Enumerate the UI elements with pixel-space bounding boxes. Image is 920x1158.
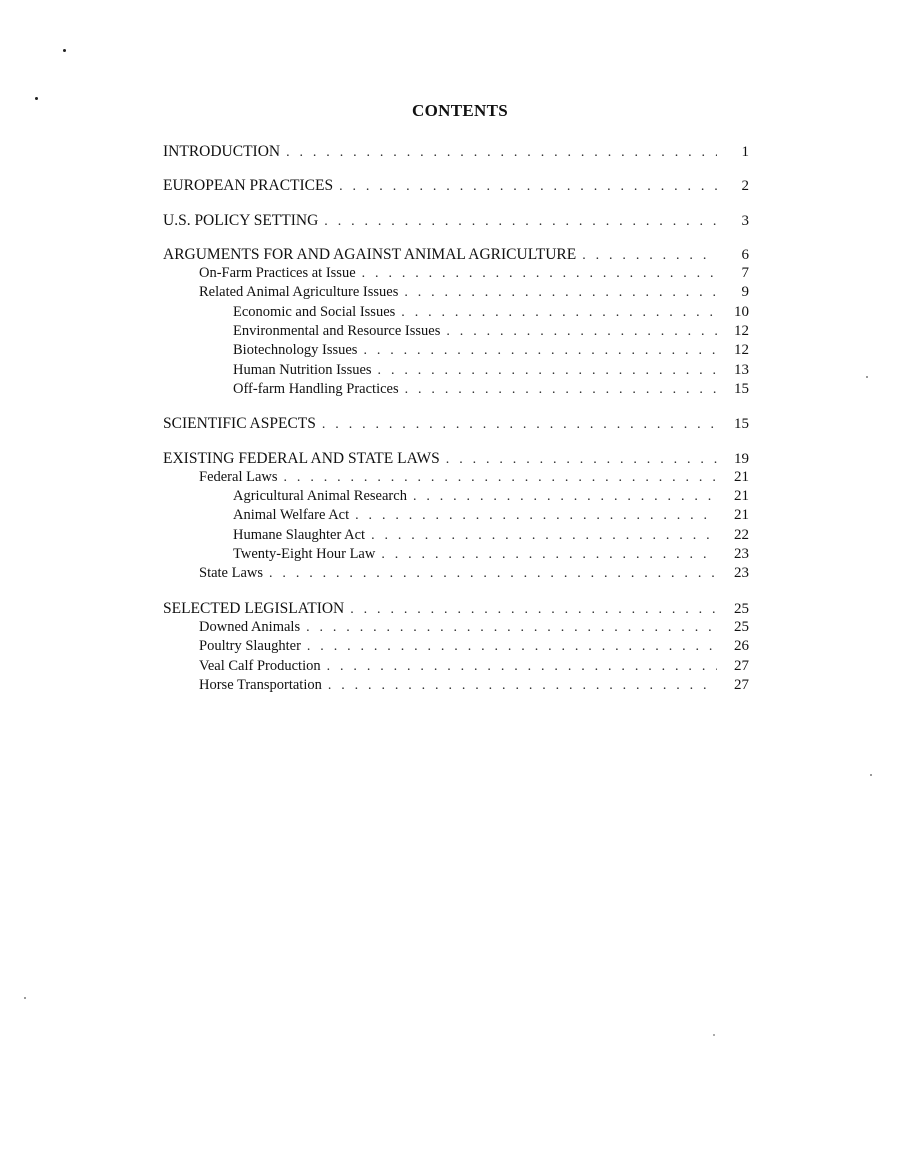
toc-section bbox=[163, 449, 749, 584]
scan-speck bbox=[24, 997, 26, 999]
toc-entry-page-number: 27 bbox=[734, 676, 749, 693]
dot-leader bbox=[446, 322, 717, 341]
toc-entry-page-number: 25 bbox=[734, 618, 749, 635]
dot-leader bbox=[363, 341, 717, 360]
dot-leader bbox=[322, 415, 717, 434]
toc-entry bbox=[163, 361, 749, 380]
toc-entry bbox=[163, 414, 749, 433]
toc-entry-label: Environmental and Resource Issues bbox=[233, 323, 441, 340]
table-of-contents bbox=[163, 142, 749, 710]
toc-entry-page-number: 6 bbox=[741, 246, 749, 263]
toc-entry-label: Humane Slaughter Act bbox=[233, 526, 366, 543]
toc-entry-page-number: 9 bbox=[741, 284, 749, 301]
toc-entry bbox=[163, 599, 749, 618]
toc-section bbox=[163, 599, 749, 695]
toc-section bbox=[163, 414, 749, 433]
scan-speck bbox=[63, 49, 66, 52]
toc-entry-page-number: 21 bbox=[734, 488, 749, 505]
toc-entry bbox=[163, 468, 749, 487]
dot-leader bbox=[362, 264, 717, 283]
toc-entry-label: State Laws bbox=[199, 565, 264, 582]
toc-entry-label: SCIENTIFIC ASPECTS bbox=[163, 415, 316, 433]
toc-entry-page-number: 7 bbox=[741, 265, 749, 282]
toc-entry-page-number: 12 bbox=[734, 342, 749, 359]
dot-leader bbox=[446, 450, 717, 469]
scan-speck bbox=[35, 97, 38, 100]
toc-entry bbox=[163, 676, 749, 695]
toc-entry-label: Horse Transportation bbox=[199, 676, 322, 693]
toc-entry-page-number: 2 bbox=[741, 178, 749, 195]
dot-leader bbox=[405, 380, 717, 399]
dot-leader bbox=[378, 361, 717, 380]
scan-speck bbox=[870, 774, 872, 776]
toc-entry bbox=[163, 211, 749, 230]
toc-entry-label: SELECTED LEGISLATION bbox=[163, 599, 345, 617]
toc-entry bbox=[163, 303, 749, 322]
toc-entry-label: On-Farm Practices at Issue bbox=[199, 265, 356, 282]
toc-entry-label: Biotechnology Issues bbox=[233, 342, 358, 359]
toc-entry-label: INTRODUCTION bbox=[163, 143, 281, 160]
toc-entry-page-number: 12 bbox=[734, 323, 749, 340]
toc-entry-page-number: 25 bbox=[734, 600, 749, 617]
dot-leader bbox=[339, 177, 717, 196]
toc-entry-label: Downed Animals bbox=[199, 618, 301, 635]
toc-entry bbox=[163, 637, 749, 656]
toc-entry bbox=[163, 545, 749, 564]
toc-entry bbox=[163, 564, 749, 583]
dot-leader bbox=[350, 600, 717, 619]
dot-leader bbox=[284, 468, 717, 487]
toc-entry bbox=[163, 245, 749, 264]
toc-entry-page-number: 13 bbox=[734, 361, 749, 378]
dot-leader bbox=[582, 246, 717, 265]
dot-leader bbox=[327, 657, 717, 676]
toc-entry-page-number: 15 bbox=[734, 416, 749, 433]
scan-speck bbox=[866, 376, 868, 378]
toc-entry-label: Economic and Social Issues bbox=[233, 303, 396, 320]
toc-entry bbox=[163, 506, 749, 525]
toc-entry-page-number: 19 bbox=[734, 450, 749, 467]
page-title: CONTENTS bbox=[412, 101, 508, 120]
toc-entry-label: ARGUMENTS FOR AND AGAINST ANIMAL AGRICULTURE bbox=[163, 245, 577, 263]
toc-entry bbox=[163, 322, 749, 341]
toc-entry-label: Veal Calf Production bbox=[199, 657, 321, 674]
dot-leader bbox=[269, 564, 717, 583]
dot-leader bbox=[324, 212, 717, 231]
toc-entry bbox=[163, 283, 749, 302]
dot-leader bbox=[401, 303, 717, 322]
dot-leader bbox=[328, 676, 717, 695]
toc-entry-label: U.S. POLICY SETTING bbox=[163, 211, 319, 229]
toc-entry-page-number: 23 bbox=[734, 546, 749, 563]
toc-entry-label: Twenty-Eight Hour Law bbox=[233, 546, 376, 563]
toc-entry-label: Agricultural Animal Research bbox=[233, 488, 407, 505]
toc-entry-label: Animal Welfare Act bbox=[233, 507, 350, 524]
dot-leader bbox=[307, 637, 717, 656]
dot-leader bbox=[404, 283, 717, 302]
dot-leader bbox=[355, 506, 717, 525]
toc-entry bbox=[163, 449, 749, 468]
toc-entry-label: Poultry Slaughter bbox=[199, 638, 301, 655]
toc-entry bbox=[163, 142, 749, 161]
toc-entry-page-number: 21 bbox=[734, 468, 749, 485]
toc-entry-page-number: 22 bbox=[734, 526, 749, 543]
toc-entry bbox=[163, 487, 749, 506]
toc-entry-page-number: 3 bbox=[741, 212, 749, 229]
toc-entry bbox=[163, 176, 749, 195]
toc-entry bbox=[163, 657, 749, 676]
toc-entry-page-number: 10 bbox=[734, 303, 749, 320]
toc-entry-page-number: 26 bbox=[734, 638, 749, 655]
toc-entry bbox=[163, 526, 749, 545]
toc-section bbox=[163, 142, 749, 161]
dot-leader bbox=[413, 487, 717, 506]
toc-entry bbox=[163, 341, 749, 360]
scan-speck bbox=[713, 1034, 715, 1036]
toc-entry-label: Human Nutrition Issues bbox=[233, 361, 372, 378]
toc-entry bbox=[163, 618, 749, 637]
toc-entry-page-number: 27 bbox=[734, 657, 749, 674]
toc-entry-label: Federal Laws bbox=[199, 468, 278, 485]
dot-leader bbox=[286, 143, 717, 162]
dot-leader bbox=[381, 545, 717, 564]
dot-leader bbox=[306, 618, 717, 637]
toc-entry-page-number: 15 bbox=[734, 380, 749, 397]
toc-entry-label: Related Animal Agriculture Issues bbox=[199, 284, 399, 301]
toc-entry-label: EXISTING FEDERAL AND STATE LAWS bbox=[163, 449, 440, 467]
toc-section bbox=[163, 176, 749, 195]
toc-entry-page-number: 23 bbox=[734, 565, 749, 582]
toc-section bbox=[163, 211, 749, 230]
toc-section bbox=[163, 245, 749, 399]
toc-entry bbox=[163, 380, 749, 399]
toc-entry-page-number: 21 bbox=[734, 507, 749, 524]
toc-entry-label: Off-farm Handling Practices bbox=[233, 380, 399, 397]
dot-leader bbox=[371, 526, 717, 545]
toc-entry-page-number: 1 bbox=[741, 144, 749, 160]
toc-entry-label: EUROPEAN PRACTICES bbox=[163, 177, 334, 195]
toc-entry bbox=[163, 264, 749, 283]
